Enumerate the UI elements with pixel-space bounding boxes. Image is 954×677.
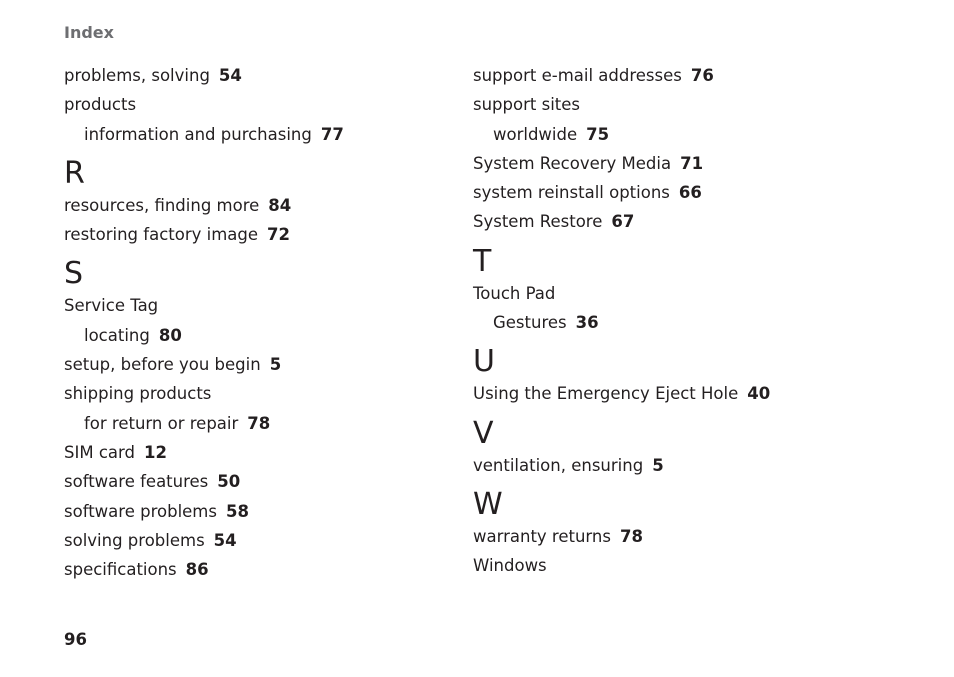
index-entry: [473, 554, 893, 583]
page-reference[interactable]: 76: [690, 66, 714, 85]
entry-text: System Recovery Media: [473, 153, 672, 173]
entry-text: Using the Emergency Eject Hole: [473, 384, 739, 404]
entry-text: System Restore: [473, 212, 603, 232]
index-entry: [64, 441, 484, 470]
entry-text: for return or repair: [84, 413, 239, 433]
index-entry: [64, 500, 484, 529]
page-reference[interactable]: 66: [678, 183, 702, 203]
section-letter: T: [473, 243, 492, 279]
page-reference[interactable]: 78: [247, 413, 271, 433]
index-subentry: [473, 123, 893, 152]
page-reference[interactable]: 71: [680, 153, 704, 173]
entry-text: shipping products: [64, 384, 212, 404]
index-subentry: [64, 123, 484, 152]
entry-text: setup, before you begin: [64, 355, 261, 375]
index-entry: [473, 181, 893, 210]
entry-text: Service Tag: [64, 296, 159, 316]
page-reference[interactable]: 77: [320, 124, 344, 144]
entry-text: solving problems: [64, 530, 205, 550]
entry-text: software features: [64, 472, 209, 492]
index-entry: [473, 210, 893, 239]
page-reference[interactable]: 67: [611, 212, 635, 232]
entry-text: support e-mail addresses: [473, 66, 682, 85]
entry-text: information and purchasing: [84, 124, 312, 144]
page-reference[interactable]: 50: [217, 472, 241, 492]
index-entry: [473, 525, 893, 554]
page-reference[interactable]: 5: [269, 355, 282, 375]
entry-text: ventilation, ensuring: [473, 455, 644, 475]
entry-text: products: [64, 95, 137, 115]
page-number: 96: [64, 630, 87, 649]
index-entry: [64, 223, 484, 252]
index-entry: [64, 558, 484, 587]
index-entry: [473, 64, 893, 93]
section-letter: W: [473, 486, 503, 522]
index-entry: [64, 382, 484, 411]
entry-text: system reinstall options: [473, 183, 670, 203]
index-entry: [473, 454, 893, 483]
index-entry: [473, 382, 893, 411]
index-subentry: [64, 412, 484, 441]
index-column-left: [64, 64, 484, 587]
entry-text: worldwide: [493, 124, 578, 144]
page-reference[interactable]: 78: [619, 526, 643, 546]
page-reference[interactable]: 5: [652, 455, 664, 475]
entry-text: SIM card: [64, 442, 135, 462]
page-reference[interactable]: 75: [586, 124, 610, 144]
entry-text: Gestures: [493, 313, 567, 333]
running-header: Index: [64, 23, 114, 42]
entry-text: warranty returns: [473, 526, 611, 546]
index-entry: [64, 194, 484, 223]
index-entry: [473, 152, 893, 181]
index-entry: [473, 93, 893, 122]
index-column-right: [473, 64, 893, 584]
section-letter: S: [64, 256, 84, 292]
entry-text: locating: [84, 325, 150, 345]
entry-text: software problems: [64, 501, 217, 521]
page-reference[interactable]: 58: [225, 501, 249, 521]
page-reference[interactable]: 86: [185, 560, 209, 580]
index-entry: [64, 64, 484, 93]
index-entry: [64, 93, 484, 122]
page-reference[interactable]: 54: [213, 530, 237, 550]
entry-text: specifications: [64, 560, 177, 580]
page-reference[interactable]: 72: [267, 225, 290, 245]
index-entry: [473, 282, 893, 311]
page-reference[interactable]: 36: [575, 313, 599, 333]
entry-text: support sites: [473, 95, 580, 115]
index-entry: [64, 294, 484, 323]
entry-text: resources, finding more: [64, 195, 260, 215]
entry-text: restoring factory image: [64, 225, 259, 245]
page-reference[interactable]: 80: [158, 325, 182, 345]
section-letter: U: [473, 344, 495, 380]
index-subentry: [473, 311, 893, 340]
page-reference[interactable]: 12: [143, 442, 167, 462]
page-reference[interactable]: 40: [747, 384, 771, 404]
page-reference[interactable]: 54: [218, 66, 242, 85]
page-reference[interactable]: 84: [268, 195, 292, 215]
index-entry: [64, 529, 484, 558]
index-subentry: [64, 324, 484, 353]
index-entry: [64, 470, 484, 499]
section-letter: R: [64, 155, 85, 191]
section-letter: V: [473, 415, 494, 451]
entry-text: Touch Pad: [473, 283, 556, 303]
entry-text: Windows: [473, 556, 547, 576]
entry-text: problems, solving: [64, 66, 210, 85]
index-entry: [64, 353, 484, 382]
